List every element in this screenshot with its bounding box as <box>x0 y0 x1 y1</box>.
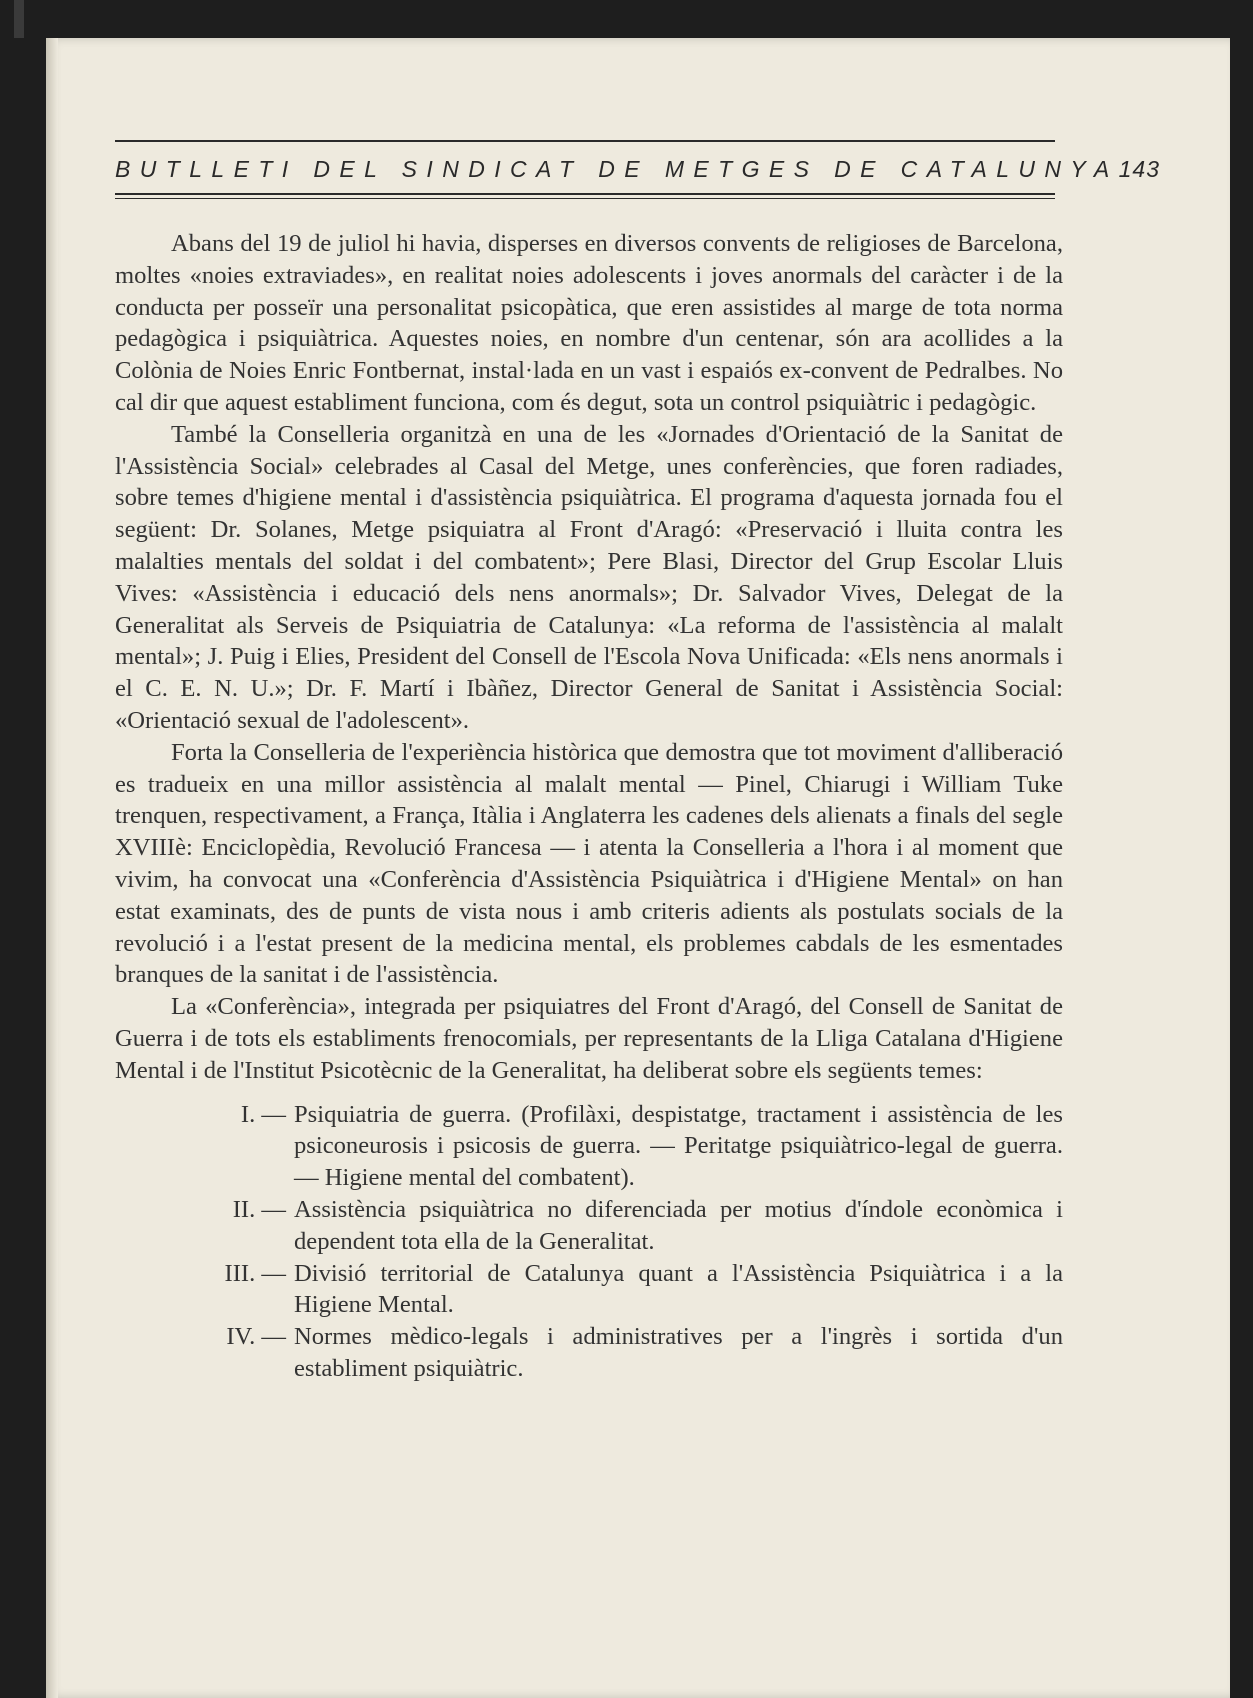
journal-title: BUTLLETI DEL SINDICAT DE METGES DE CATALUNYA <box>115 156 1119 182</box>
topic-item <box>115 1258 1063 1322</box>
topic-number: IV. — <box>226 1323 286 1351</box>
topic-number: II. — <box>232 1195 286 1223</box>
header-bottom-rule-thin <box>115 198 1055 199</box>
topic-item <box>115 1099 1063 1194</box>
paragraph: La «Conferència», integrada per psiquiatres del Front d'Aragó, del Consell de Sanitat de Guerra i de tots els establiments frenocomials, per representants de la Lliga Catalana d'Higiene Mental i de l'Institut Psicotècnic de la Generalitat, ha deliberat sobre els següents temes: <box>115 993 1063 1084</box>
header-line <box>115 142 1161 193</box>
topic-text: Assistència psiquiàtrica no diferenciada per motius d'índole econòmica i dependent tota ella de la Generalitat. <box>294 1195 1063 1255</box>
topic-text: Normes mèdico-legals i administratives per a l'ingrès i sortida d'un establiment psiquiàtric. <box>294 1323 1063 1382</box>
paragraph: Forta la Conselleria de l'experiència històrica que demostra que tot moviment d'alliberació es tradueix en una millor assistència al malalt mental — Pinel, Chiarugi i William Tuke trenquen, respectivament, a França, Itàlia i Anglaterra les cadenes dels alienats a finals del segle XVIIIè: Enciclopèdia, Revolució Francesa — i atenta la Conselleria a l'hora i al moment que vivim, ha convocat una «Conferència d'Assistència Psiquiàtrica i d'Higiene Mental» on han estat examinats, des de punts de vista nous i amb criteris adients als postulats socials de la revolució i a l'estat present de la medicina mental, els problemes cabdals de les esmentades branques de la sanitat i de l'assistència. <box>115 738 1063 989</box>
article-body <box>115 228 1063 1385</box>
paragraph: Abans del 19 de juliol hi havia, disperses en diversos convents de religioses de Barcelona, moltes «noies extraviades», en realitat noies adolescents i joves anormals del caràcter i de la conducta per posseïr una personalitat psicopàtica, que eren assistides al marge de tota norma pedagògica i psiquiàtrica. Aquestes noies, en nombre d'un centenar, són ara acollides a la Colònia de Noies Enric Fontbernat, instal·lada en un vast i espaiós ex-convent de Pedralbes. No cal dir que aquest establiment funciona, com és degut, sota un control psiquiàtric i pedagògic. <box>115 230 1063 416</box>
scan-edge-mark <box>14 0 24 38</box>
topic-number: III. — <box>224 1259 286 1287</box>
paragraph: També la Conselleria organitzà en una de les «Jornades d'Orientació de la Sanitat de l'Assistència Social» celebrades al Casal del Metge, unes conferències, que foren radiades, sobre temes d'higiene mental i d'assistència psiquiàtrica. El programa d'aquesta jornada fou el següent: Dr. Solanes, Metge psiquiatra al Front d'Aragó: «Preservació i lluita contra les malalties mentals del soldat i del combatent»; Pere Blasi, Director del Grup Escolar Lluis Vives: «Assistència i educació dels nens anormals»; Dr. Salvador Vives, Delegat de la Generalitat als Serveis de Psiquiatria de Catalunya: «La reforma de l'assistència al malalt mental»; J. Puig i Elies, President del Consell de l'Escola Nova Unificada: «Els nens anormals i el C. E. N. U.»; Dr. F. Martí i Ibàñez, Director General de Sanitat i Assistència Social: «Orientació sexual de l'adolescent». <box>115 420 1063 734</box>
topics-list <box>115 1099 1063 1385</box>
page-number: 143 <box>1118 156 1161 182</box>
page-gutter-shadow <box>46 38 58 1698</box>
topic-text: Psiquiatria de guerra. (Profilàxi, despistatge, tractament i assistència de les psiconeurosis i psicosis de guerra. — Peritatge psiquiàtrico-legal de guerra. — Higiene mental del combatent). <box>294 1100 1063 1192</box>
topic-item <box>115 1321 1063 1385</box>
running-header <box>115 140 1161 199</box>
topic-text: Divisió territorial de Catalunya quant a l'Assistència Psiquiàtrica i a la Higiene Mental. <box>294 1259 1063 1319</box>
header-bottom-rule <box>115 193 1055 195</box>
topic-item <box>115 1194 1063 1258</box>
topic-number: I. — <box>240 1100 286 1128</box>
